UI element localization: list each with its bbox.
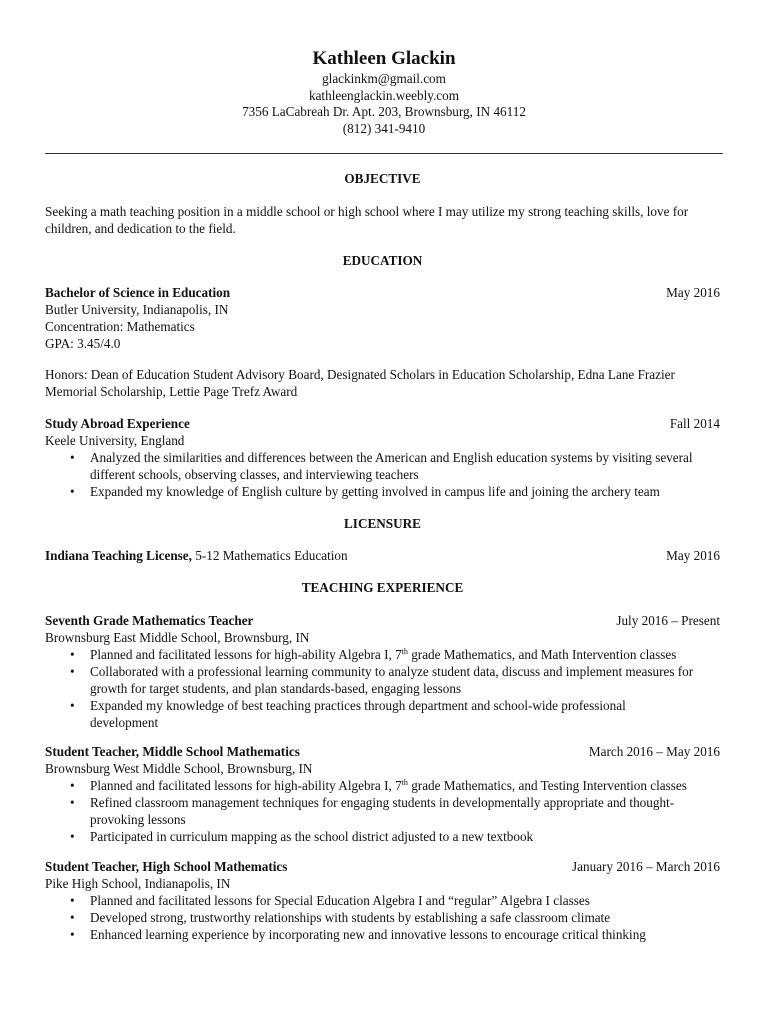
job-entry	[45, 858, 720, 875]
study-abroad-bullets	[45, 449, 720, 500]
section-title-teaching-experience: TEACHING EXPERIENCE	[301, 580, 464, 595]
job-place: Brownsburg West Middle School, Brownsburg, IN	[45, 761, 313, 776]
bullet-line: development	[90, 715, 159, 730]
bullet-text: Planned and facilitated lessons for high-ability Algebra I, 7	[90, 647, 402, 662]
ordinal-suffix: th	[401, 647, 408, 656]
bullet-line: growth for target students, and plan standards-based, engaging lessons	[90, 681, 462, 696]
degree-title: Bachelor of Science in Education	[45, 285, 231, 300]
phone: (812) 341-9410	[342, 120, 426, 136]
email: glackinkm@gmail.com	[322, 71, 446, 86]
license-text	[45, 547, 348, 564]
bullet-line: • Expanded my knowledge of English culture by getting involved in campus life and joining the archery team	[90, 484, 660, 499]
job-entry	[45, 612, 720, 629]
honors-line: Memorial Scholarship, Lettie Page Trefz Award	[45, 384, 298, 399]
header-divider	[45, 153, 723, 154]
resume-header	[0, 0, 768, 137]
honors	[45, 366, 720, 400]
list-item	[45, 449, 720, 483]
list-item: • Planned and facilitated lessons for Special Education Algebra I and “regular” Algebra I classes	[45, 892, 720, 909]
job-place: Pike High School, Indianapolis, IN	[45, 876, 231, 891]
bullet-line: • Analyzed the similarities and differences between the American and English education systems by visiting several	[90, 450, 693, 465]
list-item	[45, 483, 720, 500]
job-place: Brownsburg East Middle School, Brownsburg, IN	[45, 630, 310, 645]
degree-entry	[45, 284, 720, 301]
candidate-name: Kathleen Glackin	[312, 48, 456, 69]
gpa: GPA: 3.45/4.0	[45, 336, 121, 351]
list-item: • Enhanced learning experience by incorporating new and innovative lessons to encourage critical thinking	[45, 926, 720, 943]
license-name: Indiana Teaching License,	[45, 548, 192, 563]
bullet-line: • Participated in curriculum mapping as the school district adjusted to a new textbook	[90, 829, 534, 844]
job-bullets	[45, 892, 720, 943]
license-date: May 2016	[666, 548, 720, 563]
section-title-licensure: LICENSURE	[344, 516, 421, 531]
bullet-line: provoking lessons	[90, 812, 186, 827]
school: Butler University, Indianapolis, IN	[45, 302, 229, 317]
honors-line: Honors: Dean of Education Student Advisory Board, Designated Scholars in Education Scholarship, Edna Lane Frazier	[45, 367, 675, 382]
bullet-line: different schools, observing classes, and interviewing teachers	[90, 467, 419, 482]
job-date: January 2016 – March 2016	[572, 859, 720, 874]
license-entry	[45, 547, 720, 564]
job-date: March 2016 – May 2016	[588, 744, 720, 759]
job-date: July 2016 – Present	[616, 613, 720, 628]
bullet-line: • Refined classroom management techniques for engaging students in developmentally appropriate and thought-	[90, 795, 675, 810]
bullet-line: • Expanded my knowledge of best teaching practices through department and school-wide professional	[90, 698, 626, 713]
job-bullets	[45, 777, 720, 845]
job-entry	[45, 743, 720, 760]
job-bullets	[45, 646, 720, 731]
section-title-education: EDUCATION	[342, 253, 423, 268]
address: 7356 LaCabreah Dr. Apt. 203, Brownsburg, IN 46112	[242, 104, 526, 119]
bullet-text: grade Mathematics, and Testing Intervention classes	[407, 778, 687, 793]
list-item	[45, 697, 720, 731]
concentration: Concentration: Mathematics	[45, 319, 195, 334]
study-abroad-entry	[45, 415, 720, 432]
list-item	[45, 777, 720, 794]
website: kathleenglackin.weebly.com	[308, 87, 459, 103]
bullet-text: grade Mathematics, and Math Intervention classes	[407, 647, 677, 662]
section-title-objective: OBJECTIVE	[344, 171, 421, 186]
job-title: Student Teacher, Middle School Mathematics	[45, 744, 300, 759]
objective-line: Seeking a math teaching position in a middle school or high school where I may utilize my strong teaching skills, love for	[45, 204, 689, 219]
objective-text	[45, 203, 720, 237]
list-item: • Developed strong, trustworthy relationships with students by establishing a safe classroom climate	[45, 909, 720, 926]
objective-line: children, and dedication to the field.	[45, 221, 236, 236]
job-title: Seventh Grade Mathematics Teacher	[45, 613, 254, 628]
ordinal-suffix: th	[401, 778, 408, 787]
job-title: Student Teacher, High School Mathematics	[45, 859, 288, 874]
bullet-text: Planned and facilitated lessons for high-ability Algebra I, 7	[90, 778, 402, 793]
study-abroad-date: Fall 2014	[669, 416, 720, 431]
list-item	[45, 646, 720, 663]
resume-body	[45, 170, 720, 943]
list-item	[45, 794, 720, 828]
list-item	[45, 828, 720, 845]
study-abroad-title: Study Abroad Experience	[45, 416, 190, 431]
degree-date: May 2016	[666, 285, 720, 300]
license-detail: 5-12 Mathematics Education	[191, 548, 348, 563]
list-item	[45, 663, 720, 697]
bullet-line: • Collaborated with a professional learning community to analyze student data, discuss and implement measures for	[90, 664, 694, 679]
study-abroad-place: Keele University, England	[45, 433, 185, 448]
